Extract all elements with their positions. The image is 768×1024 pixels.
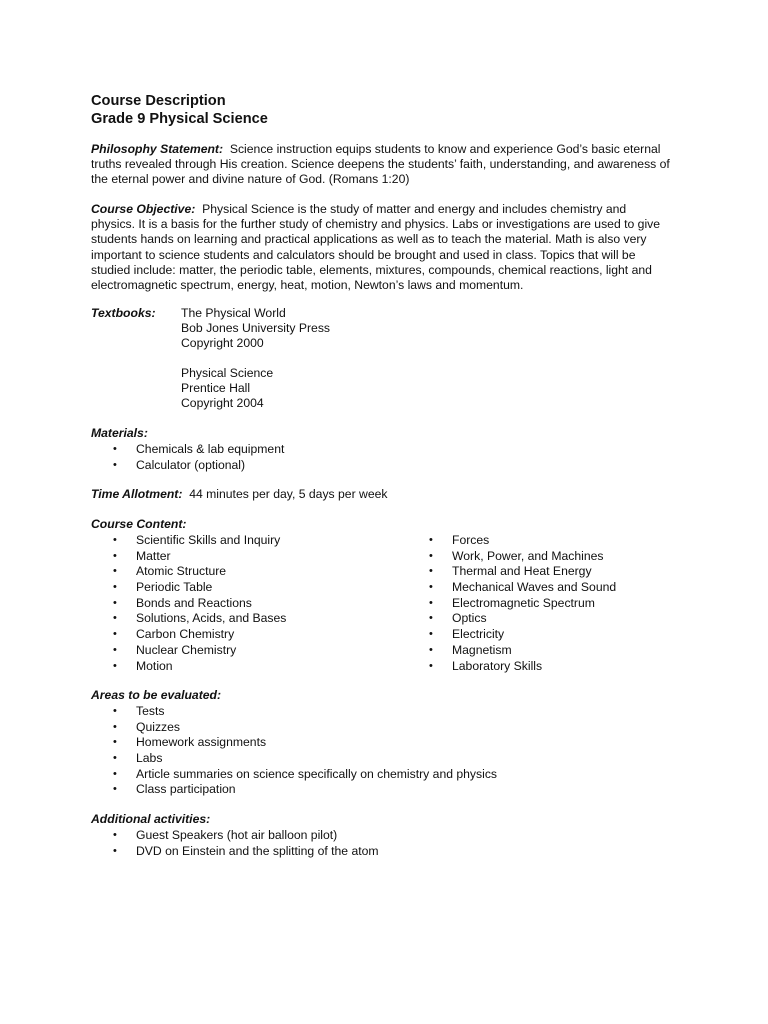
philosophy-label: Philosophy Statement: [91,142,224,156]
page-title: Course Description [91,93,226,109]
evaluation-list [91,704,497,798]
textbook-1 [181,306,330,352]
philosophy-statement [91,142,671,188]
list-item: • Labs [91,751,497,767]
materials-list [91,442,284,473]
course-content-left-list [91,533,286,674]
list-item: • Calculator (optional) [91,458,284,474]
list-item: • Magnetism [407,643,616,659]
list-item: • Nuclear Chemistry [91,643,286,659]
evaluation-label: Areas to be evaluated: [91,688,222,702]
list-item: • Guest Speakers (hot air balloon pilot) [91,828,379,844]
list-item: • Article summaries on science specifically on chemistry and physics [91,767,497,783]
list-item: • Solutions, Acids, and Bases [91,611,286,627]
textbook-copyright: Copyright 2004 [181,396,264,411]
list-item: • Chemicals & lab equipment [91,442,284,458]
list-item: • Bonds and Reactions [91,596,286,612]
textbook-title: The Physical World [181,306,286,320]
list-item: • Laboratory Skills [407,659,616,675]
textbook-title: Physical Science [181,366,274,380]
list-item: • Forces [407,533,616,549]
philosophy-text: Science instruction equips students to know and experience God’s basic eternal truths revealed through His creation. Science deepens the students’ faith, understanding, and awareness of the eternal power and divine nature of God. (Romans 1:20) [91,142,670,187]
list-item: • Electricity [407,627,616,643]
course-content-label: Course Content: [91,517,187,531]
list-item: • Matter [91,549,286,565]
list-item: • Scientific Skills and Inquiry [91,533,286,549]
objective-text: Physical Science is the study of matter and energy and includes chemistry and physics. It is a basis for the further study of chemistry and physics. Labs or investigations are used to give students hands on learning and practical applications as well as to teach the material. Math is also very important to science students and calculators should be brought and used in class. Topics that will be studied include: matter, the periodic table, elements, mixtures, compounds, chemical reactions, light and electromagnetic spectrum, energy, heat, motion, Newton’s laws and momentum. [91,202,661,293]
objective-label: Course Objective: [91,202,196,216]
course-content-right-list [407,533,616,674]
list-item: • DVD on Einstein and the splitting of the atom [91,844,379,860]
list-item: • Tests [91,704,497,720]
list-item: • Class participation [91,782,497,798]
list-item: • Thermal and Heat Energy [407,564,616,580]
list-item: • Motion [91,659,286,675]
time-allotment-text: 44 minutes per day, 5 days per week [189,487,388,501]
additional-activities-label: Additional activities: [91,812,211,826]
textbooks-label: Textbooks: [91,306,156,320]
list-item: • Mechanical Waves and Sound [407,580,616,596]
textbook-2 [181,366,273,412]
page-subtitle: Grade 9 Physical Science [91,111,268,127]
time-allotment [91,487,387,502]
list-item: • Work, Power, and Machines [407,549,616,565]
list-item: • Electromagnetic Spectrum [407,596,616,612]
time-allotment-label: Time Allotment: [91,487,183,501]
list-item: • Periodic Table [91,580,286,596]
list-item: • Carbon Chemistry [91,627,286,643]
course-objective [91,202,671,293]
list-item: • Optics [407,611,616,627]
additional-activities-list [91,828,379,859]
textbook-publisher: Bob Jones University Press [181,321,331,336]
textbook-copyright: Copyright 2000 [181,336,264,351]
list-item: • Quizzes [91,720,497,736]
materials-label: Materials: [91,426,148,440]
list-item: • Homework assignments [91,735,497,751]
textbook-publisher: Prentice Hall [181,381,251,396]
list-item: • Atomic Structure [91,564,286,580]
